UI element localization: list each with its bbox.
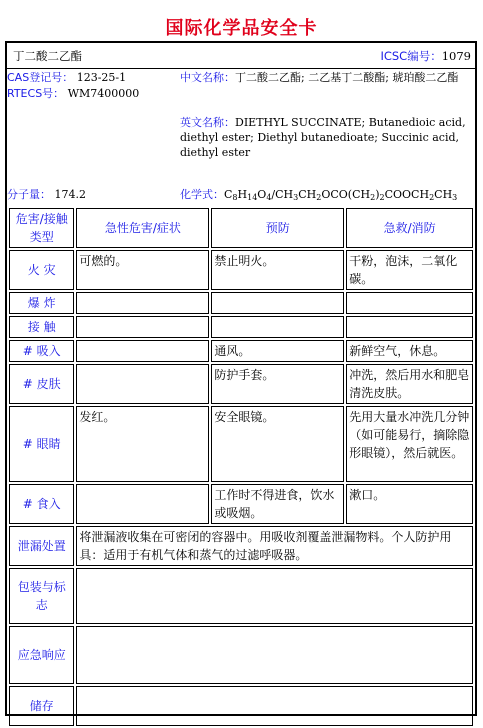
spill-label: 泄漏处置: [9, 526, 74, 566]
spill-text: 将泄漏液收集在可密闭的容器中。用吸收剂覆盖泄漏物料。个人防护用具：适用于有机气体和蒸气的过滤呼吸器。: [76, 526, 473, 566]
row-prevention: 禁止明火。: [211, 250, 344, 290]
prevention-header: 预防: [211, 208, 344, 248]
hazard-table: [7, 206, 475, 728]
row-aid: 先用大量水冲洗几分钟（如可能易行，摘除隐形眼镜），然后就医。: [346, 406, 473, 482]
row-aid: 新鲜空气，休息。: [346, 340, 473, 362]
en-name-label: 英文名称：: [180, 116, 235, 129]
en-name-value: DIETHYL SUCCINATE; Butanedioic acid, diethyl ester; Diethyl butanedioate; Succinic acid, diethyl ester: [180, 116, 466, 159]
row-acute: 发红。: [76, 406, 209, 482]
packaging-text: [76, 568, 473, 624]
table-row: [9, 406, 473, 482]
english-name-line: [180, 115, 472, 160]
emergency-label: 应急响应: [9, 626, 74, 684]
icsc-value: 1079: [441, 49, 471, 63]
rtecs-label: RTECS号：: [7, 87, 65, 100]
row-prevention: 工作时不得进食，饮水或吸烟。: [211, 484, 344, 524]
row-type: # 皮肤: [9, 364, 74, 404]
cas-line: [7, 70, 126, 85]
cas-value: 123-25-1: [76, 71, 127, 84]
mw-value: 174.2: [54, 188, 86, 201]
emergency-row: [9, 626, 473, 684]
storage-row: [9, 686, 473, 726]
rtecs-value: WM7400000: [67, 87, 140, 100]
row-prevention: [211, 316, 344, 338]
row-prevention: 通风。: [211, 340, 344, 362]
page-title: 国际化学品安全卡: [165, 18, 318, 39]
spill-row: [9, 526, 473, 566]
row-prevention: 安全眼镜。: [211, 406, 344, 482]
row-prevention: 防护手套。: [211, 364, 344, 404]
table-row: [9, 340, 473, 362]
identification-block: [7, 68, 475, 218]
row-acute: [76, 292, 209, 314]
row-type: 接 触: [9, 316, 74, 338]
table-row: [9, 292, 473, 314]
header-row: [7, 43, 475, 69]
row-type: # 吸入: [9, 340, 74, 362]
table-row: [9, 250, 473, 290]
packaging-label: 包装与标志: [9, 568, 74, 624]
formula-value: $C_8H_{14}O_4/CH_3CH_2OCO(CH_2)_2COOCH_2CH_3$: [224, 188, 458, 202]
row-aid: 干粉，泡沫，二氧化碳。: [346, 250, 473, 290]
row-acute: [76, 316, 209, 338]
row-type: 爆 炸: [9, 292, 74, 314]
table-row: [9, 484, 473, 524]
row-aid: [346, 316, 473, 338]
icsc-number: [380, 48, 471, 64]
table-row: [9, 364, 473, 404]
row-acute: [76, 364, 209, 404]
hazard-type-header: 危害/接触类型: [9, 208, 74, 248]
row-type: # 食入: [9, 484, 74, 524]
emergency-text: [76, 626, 473, 684]
row-type: 火 灾: [9, 250, 74, 290]
chemical-name: 丁二酸二乙酯: [13, 49, 82, 63]
row-acute: 可燃的。: [76, 250, 209, 290]
row-aid: 冲洗，然后用水和肥皂清洗皮肤。: [346, 364, 473, 404]
row-aid: 漱口。: [346, 484, 473, 524]
cn-name-value: 丁二酸二乙酯; 二乙基丁二酸酯; 琥珀酸二乙酯: [235, 71, 459, 84]
formula-label: 化学式：: [180, 188, 224, 201]
row-type: # 眼睛: [9, 406, 74, 482]
chinese-name-line: [180, 70, 472, 85]
storage-label: 储存: [9, 686, 74, 726]
row-acute: [76, 340, 209, 362]
row-acute: [76, 484, 209, 524]
table-header-row: [9, 208, 473, 248]
row-prevention: [211, 292, 344, 314]
table-row: [9, 316, 473, 338]
formula-line: [180, 187, 472, 205]
safety-card: [5, 41, 477, 716]
cn-name-label: 中文名称：: [180, 71, 235, 84]
row-aid: [346, 292, 473, 314]
packaging-row: [9, 568, 473, 624]
first-aid-header: 急救/消防: [346, 208, 473, 248]
storage-text: [76, 686, 473, 726]
acute-header: 急性危害/症状: [76, 208, 209, 248]
mw-label: 分子量：: [7, 188, 51, 201]
molecular-weight-line: [7, 187, 86, 202]
rtecs-line: [7, 86, 139, 101]
cas-label: CAS登记号：: [7, 71, 74, 84]
icsc-label: ICSC编号：: [380, 49, 442, 63]
